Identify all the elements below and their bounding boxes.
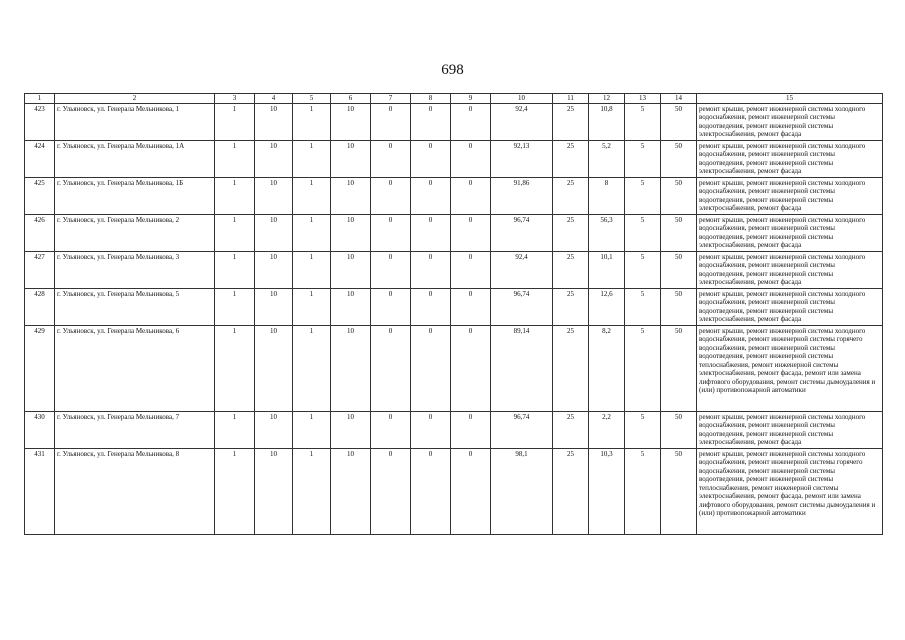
col-6-cell: 10 — [331, 140, 371, 177]
column-header-7: 7 — [371, 94, 411, 104]
column-header-15: 15 — [697, 94, 883, 104]
col-13-cell: 5 — [625, 251, 661, 288]
address-cell: г. Ульяновск, ул. Генерала Мельникова, 7 — [55, 411, 215, 448]
col-3-cell: 1 — [215, 325, 255, 411]
col-4-cell: 10 — [255, 214, 293, 251]
row-number-cell: 424 — [25, 140, 55, 177]
column-header-3: 3 — [215, 94, 255, 104]
col-11-cell: 25 — [553, 325, 589, 411]
col-4-cell: 10 — [255, 140, 293, 177]
works-list-cell: ремонт крыши, ремонт инженерной системы холодного водоснабжения, ремонт инженерной системы горячего водоснабжения, ремонт инженерной системы водоотведения, ремонт инженерной системы теплоснабжения, ремонт инженерной системы электроснабжения, ремонт фасада, ремонт или замена лифтового оборудования, ремонт системы дымоудаления и (или) противопожарной автоматики — [697, 325, 883, 411]
works-list-cell: ремонт крыши, ремонт инженерной системы холодного водоснабжения, ремонт инженерной системы горячего водоснабжения, ремонт инженерной системы водоотведения, ремонт инженерной системы теплоснабжения, ремонт инженерной системы электроснабжения, ремонт фасада, ремонт или замена лифтового оборудования, ремонт системы дымоудаления и (или) противопожарной автоматики — [697, 448, 883, 534]
col-4-cell: 10 — [255, 411, 293, 448]
works-list-cell: ремонт крыши, ремонт инженерной системы холодного водоснабжения, ремонт инженерной системы водоотведения, ремонт инженерной системы электроснабжения, ремонт фасада — [697, 251, 883, 288]
col-4-cell: 10 — [255, 251, 293, 288]
col-7-cell: 0 — [371, 251, 411, 288]
col-9-cell: 0 — [451, 177, 491, 214]
col-6-cell: 10 — [331, 214, 371, 251]
col-12-cell: 10,8 — [589, 103, 625, 140]
col-11-cell: 25 — [553, 140, 589, 177]
col-10-cell: 92,4 — [491, 251, 553, 288]
col-5-cell: 1 — [293, 411, 331, 448]
works-list-cell: ремонт крыши, ремонт инженерной системы холодного водоснабжения, ремонт инженерной системы водоотведения, ремонт инженерной системы электроснабжения, ремонт фасада — [697, 411, 883, 448]
col-8-cell: 0 — [411, 214, 451, 251]
col-8-cell: 0 — [411, 103, 451, 140]
col-10-cell: 92,13 — [491, 140, 553, 177]
table-row — [25, 325, 883, 411]
table-row — [25, 448, 883, 534]
col-9-cell: 0 — [451, 214, 491, 251]
works-list-cell: ремонт крыши, ремонт инженерной системы холодного водоснабжения, ремонт инженерной системы водоотведения, ремонт инженерной системы электроснабжения, ремонт фасада — [697, 177, 883, 214]
col-9-cell: 0 — [451, 103, 491, 140]
col-11-cell: 25 — [553, 177, 589, 214]
col-3-cell: 1 — [215, 251, 255, 288]
col-4-cell: 10 — [255, 448, 293, 534]
col-13-cell: 5 — [625, 411, 661, 448]
row-number-cell: 429 — [25, 325, 55, 411]
col-10-cell: 91,86 — [491, 177, 553, 214]
col-11-cell: 25 — [553, 103, 589, 140]
table-row — [25, 177, 883, 214]
column-header-13: 13 — [625, 94, 661, 104]
col-7-cell: 0 — [371, 177, 411, 214]
row-number-cell: 428 — [25, 288, 55, 325]
column-header-12: 12 — [589, 94, 625, 104]
row-number-cell: 431 — [25, 448, 55, 534]
col-5-cell: 1 — [293, 251, 331, 288]
col-9-cell: 0 — [451, 140, 491, 177]
col-8-cell: 0 — [411, 140, 451, 177]
col-13-cell: 5 — [625, 103, 661, 140]
column-header-11: 11 — [553, 94, 589, 104]
column-header-1: 1 — [25, 94, 55, 104]
column-header-6: 6 — [331, 94, 371, 104]
address-cell: г. Ульяновск, ул. Генерала Мельникова, 6 — [55, 325, 215, 411]
col-13-cell: 5 — [625, 140, 661, 177]
column-header-9: 9 — [451, 94, 491, 104]
col-4-cell: 10 — [255, 177, 293, 214]
table-row — [25, 103, 883, 140]
col-10-cell: 96,74 — [491, 288, 553, 325]
repair-program-table — [24, 93, 883, 535]
table-row — [25, 140, 883, 177]
col-4-cell: 10 — [255, 103, 293, 140]
col-10-cell: 96,74 — [491, 214, 553, 251]
col-9-cell: 0 — [451, 251, 491, 288]
col-7-cell: 0 — [371, 325, 411, 411]
address-cell: г. Ульяновск, ул. Генерала Мельникова, 1Б — [55, 177, 215, 214]
address-cell: г. Ульяновск, ул. Генерала Мельникова, 5 — [55, 288, 215, 325]
col-7-cell: 0 — [371, 288, 411, 325]
column-header-14: 14 — [661, 94, 697, 104]
col-4-cell: 10 — [255, 288, 293, 325]
col-3-cell: 1 — [215, 411, 255, 448]
col-11-cell: 25 — [553, 448, 589, 534]
col-3-cell: 1 — [215, 214, 255, 251]
row-number-cell: 426 — [25, 214, 55, 251]
col-8-cell: 0 — [411, 411, 451, 448]
col-8-cell: 0 — [411, 177, 451, 214]
row-number-cell: 430 — [25, 411, 55, 448]
col-13-cell: 5 — [625, 177, 661, 214]
col-3-cell: 1 — [215, 448, 255, 534]
col-3-cell: 1 — [215, 140, 255, 177]
col-12-cell: 8 — [589, 177, 625, 214]
col-13-cell: 5 — [625, 325, 661, 411]
column-header-5: 5 — [293, 94, 331, 104]
col-8-cell: 0 — [411, 288, 451, 325]
col-5-cell: 1 — [293, 325, 331, 411]
col-11-cell: 25 — [553, 411, 589, 448]
col-3-cell: 1 — [215, 288, 255, 325]
table-row — [25, 214, 883, 251]
col-8-cell: 0 — [411, 448, 451, 534]
col-10-cell: 89,14 — [491, 325, 553, 411]
col-5-cell: 1 — [293, 177, 331, 214]
col-8-cell: 0 — [411, 251, 451, 288]
col-14-cell: 50 — [661, 251, 697, 288]
col-14-cell: 50 — [661, 288, 697, 325]
table-row — [25, 251, 883, 288]
col-14-cell: 50 — [661, 177, 697, 214]
address-cell: г. Ульяновск, ул. Генерала Мельникова, 8 — [55, 448, 215, 534]
col-10-cell: 96,74 — [491, 411, 553, 448]
col-9-cell: 0 — [451, 288, 491, 325]
column-header-10: 10 — [491, 94, 553, 104]
col-6-cell: 10 — [331, 288, 371, 325]
works-list-cell: ремонт крыши, ремонт инженерной системы холодного водоснабжения, ремонт инженерной системы водоотведения, ремонт инженерной системы электроснабжения, ремонт фасада — [697, 214, 883, 251]
col-6-cell: 10 — [331, 448, 371, 534]
col-5-cell: 1 — [293, 288, 331, 325]
column-header-2: 2 — [55, 94, 215, 104]
col-12-cell: 5,2 — [589, 140, 625, 177]
col-14-cell: 50 — [661, 411, 697, 448]
col-7-cell: 0 — [371, 411, 411, 448]
address-cell: г. Ульяновск, ул. Генерала Мельникова, 3 — [55, 251, 215, 288]
column-header-4: 4 — [255, 94, 293, 104]
row-number-cell: 423 — [25, 103, 55, 140]
col-14-cell: 50 — [661, 103, 697, 140]
col-13-cell: 5 — [625, 448, 661, 534]
col-13-cell: 5 — [625, 288, 661, 325]
col-9-cell: 0 — [451, 411, 491, 448]
address-cell: г. Ульяновск, ул. Генерала Мельникова, 1А — [55, 140, 215, 177]
col-5-cell: 1 — [293, 214, 331, 251]
col-7-cell: 0 — [371, 214, 411, 251]
col-14-cell: 50 — [661, 214, 697, 251]
table-row — [25, 288, 883, 325]
col-12-cell: 8,2 — [589, 325, 625, 411]
col-14-cell: 50 — [661, 140, 697, 177]
col-11-cell: 25 — [553, 214, 589, 251]
col-9-cell: 0 — [451, 448, 491, 534]
col-4-cell: 10 — [255, 325, 293, 411]
col-12-cell: 56,3 — [589, 214, 625, 251]
col-13-cell: 5 — [625, 214, 661, 251]
col-6-cell: 10 — [331, 251, 371, 288]
works-list-cell: ремонт крыши, ремонт инженерной системы холодного водоснабжения, ремонт инженерной системы водоотведения, ремонт инженерной системы электроснабжения, ремонт фасада — [697, 103, 883, 140]
col-5-cell: 1 — [293, 103, 331, 140]
col-10-cell: 92,4 — [491, 103, 553, 140]
col-3-cell: 1 — [215, 103, 255, 140]
col-8-cell: 0 — [411, 325, 451, 411]
col-12-cell: 12,6 — [589, 288, 625, 325]
col-11-cell: 25 — [553, 251, 589, 288]
col-14-cell: 50 — [661, 448, 697, 534]
row-number-cell: 425 — [25, 177, 55, 214]
col-6-cell: 10 — [331, 325, 371, 411]
works-list-cell: ремонт крыши, ремонт инженерной системы холодного водоснабжения, ремонт инженерной системы водоотведения, ремонт инженерной системы электроснабжения, ремонт фасада — [697, 140, 883, 177]
col-6-cell: 10 — [331, 103, 371, 140]
col-7-cell: 0 — [371, 448, 411, 534]
col-6-cell: 10 — [331, 411, 371, 448]
address-cell: г. Ульяновск, ул. Генерала Мельникова, 2 — [55, 214, 215, 251]
column-number-row — [25, 94, 883, 104]
address-cell: г. Ульяновск, ул. Генерала Мельникова, 1 — [55, 103, 215, 140]
col-11-cell: 25 — [553, 288, 589, 325]
works-list-cell: ремонт крыши, ремонт инженерной системы холодного водоснабжения, ремонт инженерной системы водоотведения, ремонт инженерной системы электроснабжения, ремонт фасада — [697, 288, 883, 325]
col-3-cell: 1 — [215, 177, 255, 214]
col-12-cell: 10,3 — [589, 448, 625, 534]
col-7-cell: 0 — [371, 103, 411, 140]
table-row — [25, 411, 883, 448]
row-number-cell: 427 — [25, 251, 55, 288]
col-5-cell: 1 — [293, 448, 331, 534]
page-number: 698 — [441, 62, 464, 78]
col-10-cell: 98,1 — [491, 448, 553, 534]
col-7-cell: 0 — [371, 140, 411, 177]
col-12-cell: 2,2 — [589, 411, 625, 448]
column-header-8: 8 — [411, 94, 451, 104]
col-14-cell: 50 — [661, 325, 697, 411]
col-5-cell: 1 — [293, 140, 331, 177]
col-9-cell: 0 — [451, 325, 491, 411]
col-6-cell: 10 — [331, 177, 371, 214]
col-12-cell: 10,1 — [589, 251, 625, 288]
